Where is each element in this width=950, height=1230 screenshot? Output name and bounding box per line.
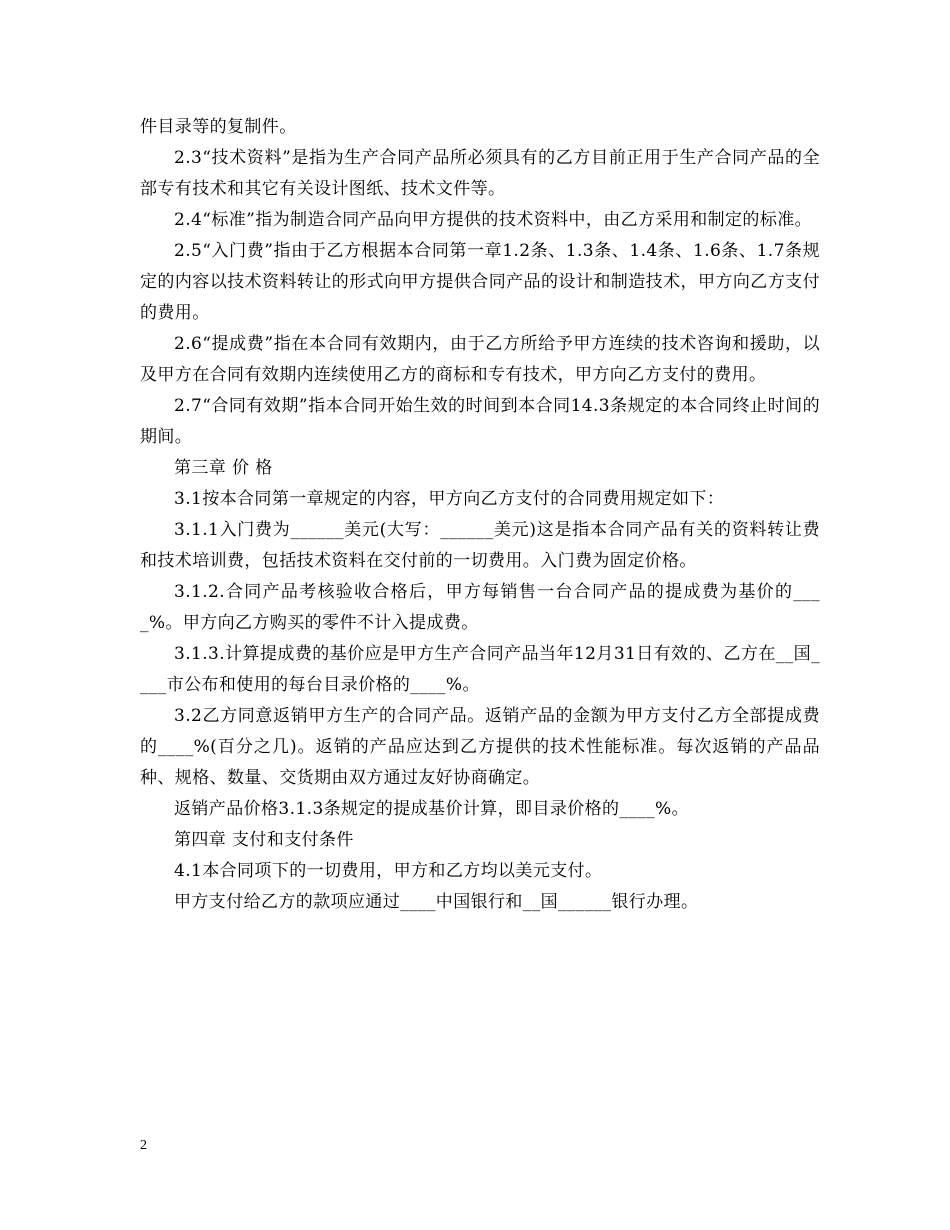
- paragraph-2-7: 2.7“合同有效期”指本合同开始生效的时间到本合同14.3条规定的本合同终止时间的期间。: [140, 396, 820, 447]
- paragraph-3-2: 3.2乙方同意返销甲方生产的合同产品。返销产品的金额为甲方支付乙方全部提成费的____%(百分之几)。返销的产品应达到乙方提供的技术性能标准。每次返销的产品品种、规格、数量、交货期由双方通过友好协商确定。: [140, 706, 820, 788]
- paragraph-continuation: 件目录等的复制件。: [140, 117, 297, 137]
- paragraph-4-1: 4.1本合同项下的一切费用，甲方和乙方均以美元支付。: [174, 861, 603, 881]
- paragraph-3-1: 3.1按本合同第一章规定的内容，甲方向乙方支付的合同费用规定如下：: [174, 489, 725, 509]
- paragraph-2-4: 2.4“标准”指为制造合同产品向甲方提供的技术资料中，由乙方采用和制定的标准。: [174, 210, 813, 230]
- paragraph-2-6: 2.6“提成费”指在本合同有效期内，由于乙方所给予甲方连续的技术咨询和援助，以及甲方在合同有效期内连续使用乙方的商标和专有技术，甲方向乙方支付的费用。: [140, 334, 820, 385]
- page-number: 2: [140, 1138, 147, 1153]
- paragraph-2-3: 2.3“技术资料”是指为生产合同产品所必须具有的乙方目前正用于生产合同产品的全部专有技术和其它有关设计图纸、技术文件等。: [140, 148, 821, 199]
- paragraph-2-5: 2.5“入门费”指由于乙方根据本合同第一章1.2条、1.3条、1.4条、1.6条、1.7条规定的内容以技术资料转让的形式向甲方提供合同产品的设计和制造技术，甲方向乙方支付的费用。: [140, 241, 820, 323]
- document-page: [140, 112, 820, 918]
- chapter-3-heading: 第三章 价 格: [174, 458, 273, 478]
- paragraph-3-1-2: 3.1.2.合同产品考核验收合格后，甲方每销售一台合同产品的提成费为基价的____%。甲方向乙方购买的零件不计入提成费。: [140, 582, 820, 633]
- paragraph-3-1-3: 3.1.3.计算提成费的基价应是甲方生产合同产品当年12月31日有效的、乙方在__国____市公布和使用的每台目录价格的____%。: [140, 644, 820, 695]
- chapter-4-heading: 第四章 支付和支付条件: [174, 830, 354, 850]
- paragraph-payment-bank: 甲方支付给乙方的款项应通过____中国银行和__国______银行办理。: [174, 892, 699, 912]
- paragraph-3-1-1: 3.1.1入门费为______美元(大写：______美元)这是指本合同产品有关的资料转让费和技术培训费，包括技术资料在交付前的一切费用。入门费为固定价格。: [140, 520, 820, 571]
- paragraph-buyback-price: 返销产品价格3.1.3条规定的提成基价计算，即目录价格的____%。: [174, 799, 690, 819]
